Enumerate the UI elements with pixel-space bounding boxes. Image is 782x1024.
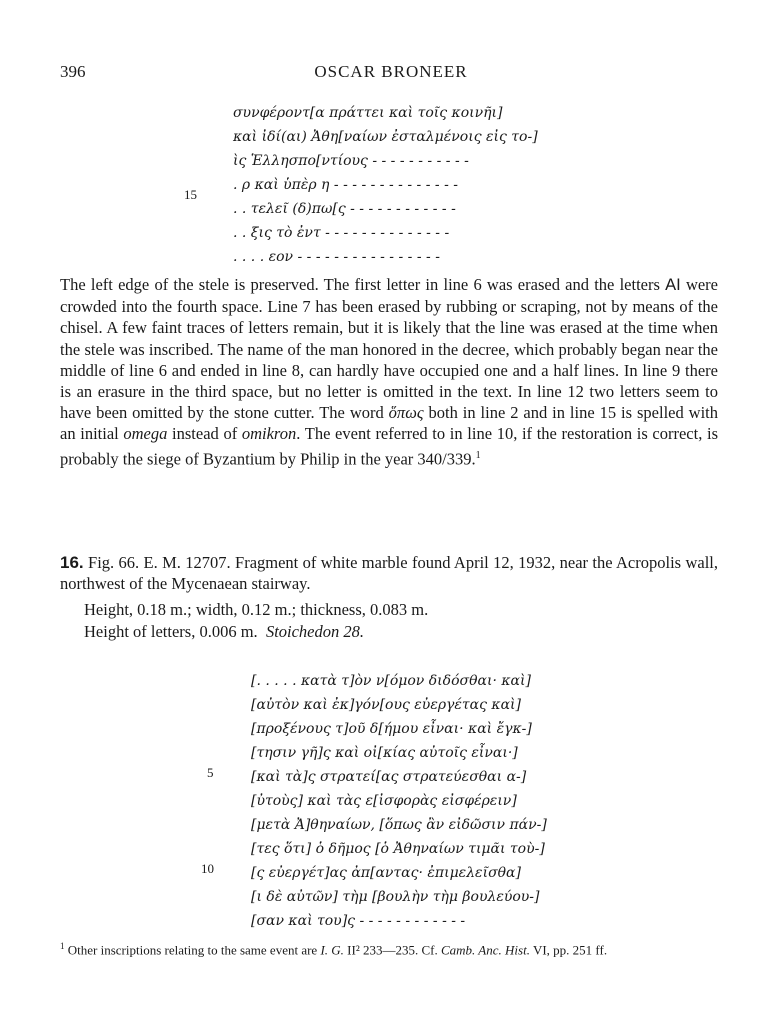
- footnote-text: VI, pp. 251 ff.: [529, 942, 608, 958]
- inscription-line: [ι δὲ αὐτῶν] τὴμ [βουλὴν τὴμ βουλεύου-]: [251, 889, 540, 905]
- inscription-line: [τησιν γῆ]ς καὶ οἰ[κίας αὐτοῖς εἶναι·]: [251, 745, 518, 761]
- footnote-citation: I. G.: [320, 942, 344, 958]
- footnote-marker: 1: [475, 449, 481, 461]
- inscription-line: [ς εὐεργέτ]ας ἀπ[αντας· ἐπιμελεῖσθα]: [251, 865, 521, 881]
- entry-number: 16.: [60, 553, 84, 572]
- greek-word: ὅπως: [388, 403, 424, 423]
- commentary-text: both in line 2 and in line 15 is spelled with an initial: [60, 403, 718, 444]
- inscription-line: ὶς Ἑλλησπο[ντίους - - - - - - - - - - -: [233, 153, 469, 169]
- inscription-line: [σαν καὶ του]ς - - - - - - - - - - - -: [251, 913, 466, 929]
- commentary-text: instead of: [167, 424, 242, 444]
- footnote-citation: Camb. Anc. Hist.: [440, 942, 530, 958]
- inscription-line: [ὐτοὺς] καὶ τὰς ε[ἰσφορὰς εἰσφέρειν]: [251, 793, 517, 809]
- entry-description: Fig. 66. E. M. 12707. Fragment of white marble found April 12, 1932, near the Acropolis wall, northwest of the Mycenaean stairway.: [60, 553, 718, 594]
- running-head: OSCAR BRONEER: [314, 62, 468, 81]
- commentary-text: . The event referred to in line 10, if the restoration is correct, is probably the siege of Byzantium by Philip in the year 340/339.: [60, 424, 718, 469]
- letter-height: [84, 622, 364, 642]
- footnote-text: Other inscriptions relating to the same event are: [64, 942, 321, 958]
- emphasis: omega: [123, 424, 168, 444]
- inscription-text: [233, 101, 538, 269]
- commentary-text: The left edge of the stele is preserved. The first letter in line 6 was erased and the letters: [60, 275, 666, 294]
- footnote-number: 1: [60, 941, 65, 951]
- line-number: 5: [207, 765, 214, 780]
- commentary-letters: AI: [665, 276, 681, 294]
- inscription-line: συνφέροντ[α πράττει καὶ τοῖς κοινῆι]: [233, 105, 503, 121]
- inscription-text: [251, 669, 547, 933]
- inscription-line: . . τελεῖ (δ)πω[ς - - - - - - - - - - - -: [233, 201, 456, 217]
- footnote-text: II² 233—235. Cf.: [343, 942, 441, 958]
- footnote: [60, 941, 740, 958]
- inscription-line: [. . . . . κατὰ τ]ὸν ν[όμον διδόσθαι· καὶ]: [251, 673, 531, 689]
- inscription-line: . . ξις τὸ ἐντ - - - - - - - - - - - - - -: [233, 225, 450, 241]
- emphasis: omikron: [241, 424, 297, 444]
- inscription-line: . ρ καὶ ὑπὲρ η - - - - - - - - - - - - - -: [233, 177, 458, 193]
- inscription-line: [προξένους τ]οῦ δ[ήμου εἶναι· καὶ ἔγκ-]: [251, 721, 532, 737]
- inscription-line: . . . . εον - - - - - - - - - - - - - - - -: [233, 249, 440, 265]
- inscription-line: [καὶ τὰ]ς στρατεί[ας στρατεύεσθαι α-]: [251, 769, 527, 785]
- inscription-line: [μετὰ Ἀ]θηναίων, [ὅπως ἂν εἰδῶσιν πάν-]: [251, 817, 547, 833]
- inscription-line: [αὐτὸν καὶ ἐκ]γόν[ους εὐεργέτας καὶ]: [251, 697, 522, 713]
- dimensions: Height, 0.18 m.; width, 0.12 m.; thickness, 0.083 m.: [84, 600, 429, 619]
- page-number: 396: [60, 62, 86, 81]
- commentary-text: were crowded into the fourth space. Line 7 has been erased by rubbing or scraping, not by means of the chisel. A few faint traces of letters remain, but it is likely that the line was erased at the time when the stele was inscribed. The name of the man honored in the decree, which probably began near the middle of line 6 and ended in line 8, can hardly have occupied one and a half lines. In line 9 there is an erasure in the third space, but no letter is omitted in the text. In line 12 two letters seem to have been omitted by the stone cutter. The word: [60, 275, 718, 423]
- catalogue-entry: [60, 552, 718, 594]
- inscription-line: [τες ὅτι] ὁ δῆμος [ὁ Ἀθηναίων τιμᾶι τοὺ-]: [251, 841, 545, 857]
- inscription-line: καὶ ἰδί(αι) Ἀθη[ναίων ἐσταλμένοις εἰς το-]: [233, 129, 538, 145]
- line-number: 10: [201, 861, 214, 876]
- stoichedon: Stoichedon 28.: [265, 622, 365, 641]
- commentary-paragraph: [60, 274, 718, 469]
- letter-height-text: Height of letters, 0.006 m.: [84, 622, 258, 641]
- line-number: 15: [184, 187, 197, 202]
